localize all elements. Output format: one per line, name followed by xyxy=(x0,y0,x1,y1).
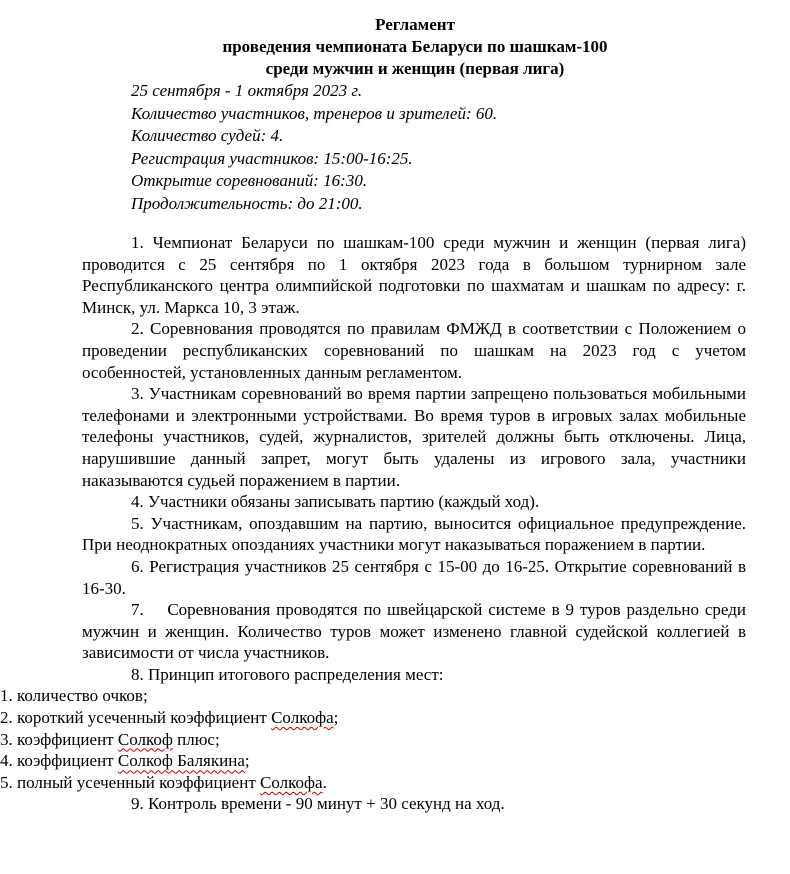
meta-duration: Продолжительность: до 21:00. xyxy=(131,193,363,213)
paragraph-9: 9. Контроль времени - 90 минут + 30 секунд на ход. xyxy=(131,794,505,814)
spellcheck-term: Солкофа xyxy=(260,772,323,792)
list-item: 4. коэффициент Солкоф Балякина; xyxy=(0,751,250,771)
paragraph-6: 6. Регистрация участников 25 сентября с 15-00 до 16-25. Открытие соревнований в 16-30. xyxy=(82,556,746,598)
paragraph-5: 5. Участникам, опоздавшим на партию, выносится официальное предупреждение. При неоднократных опозданиях участники могут наказываться поражением в партии. xyxy=(82,513,746,555)
title-line-2: проведения чемпионата Беларуси по шашкам-100 xyxy=(222,37,608,56)
list-item: 1. количество очков; xyxy=(0,686,148,706)
list-item: 5. полный усеченный коэффициент Солкофа. xyxy=(0,772,327,792)
meta-dates: 25 сентября - 1 октября 2023 г. xyxy=(131,81,363,100)
paragraph-4: 4. Участники обязаны записывать партию (каждый ход). xyxy=(131,492,540,512)
meta-judges: Количество судей: 4. xyxy=(131,126,284,146)
meta-participants: Количество участников, тренеров и зрителей: 60. xyxy=(131,103,498,123)
placement-criteria-list xyxy=(0,685,746,793)
document-title xyxy=(0,14,790,80)
spellcheck-term: Солкоф Балякина xyxy=(117,751,245,771)
list-item: 2. короткий усеченный коэффициент Солкофа; xyxy=(0,708,339,728)
list-item: 3. коэффициент Солкоф плюс; xyxy=(0,729,220,749)
paragraph-1: 1. Чемпионат Беларуси по шашкам-100 среди мужчин и женщин (первая лига) проводится с 25 сентября по 1 октября 2023 года в большом турнирном зале Республиканского центра олимпийской подготовки по шахматам и шашкам по адресу: г. Минск, ул. Маркса 10, 3 этаж. xyxy=(82,233,746,317)
title-line-1: Регламент xyxy=(375,15,455,34)
spellcheck-term: Солкоф xyxy=(117,729,173,749)
paragraph-3: 3. Участникам соревнований во время партии запрещено пользоваться мобильными телефонами и электронными устройствами. Во время туров в игровых залах мобильные телефоны участников, судей, журналистов, зрителей должны быть отключены. Лица, нарушившие данный запрет, могут быть удалены из игрового зала, участники наказываются судьей поражением в партии. xyxy=(82,384,746,490)
paragraph-7: 7. Соревнования проводятся по швейцарской системе в 9 туров раздельно среди мужчин и женщин. Количество туров может изменено главной судейской коллегией в зависимости от числа участников. xyxy=(82,600,751,663)
meta-registration: Регистрация участников: 15:00-16:25. xyxy=(131,148,413,168)
spellcheck-term: Солкофа xyxy=(271,708,334,728)
title-line-3: среди мужчин и женщин (первая лига) xyxy=(265,59,565,78)
paragraph-2: 2. Соревнования проводятся по правилам ФМЖД в соответствии с Положением о проведении республиканских соревнований по шашкам на 2023 год с учетом особенностей, установленных данным регламентом. xyxy=(82,319,746,382)
meta-opening: Открытие соревнований: 16:30. xyxy=(131,171,368,191)
paragraph-8: 8. Принцип итогового распределения мест: xyxy=(131,664,444,684)
event-meta xyxy=(131,80,497,216)
document-body xyxy=(0,232,751,815)
